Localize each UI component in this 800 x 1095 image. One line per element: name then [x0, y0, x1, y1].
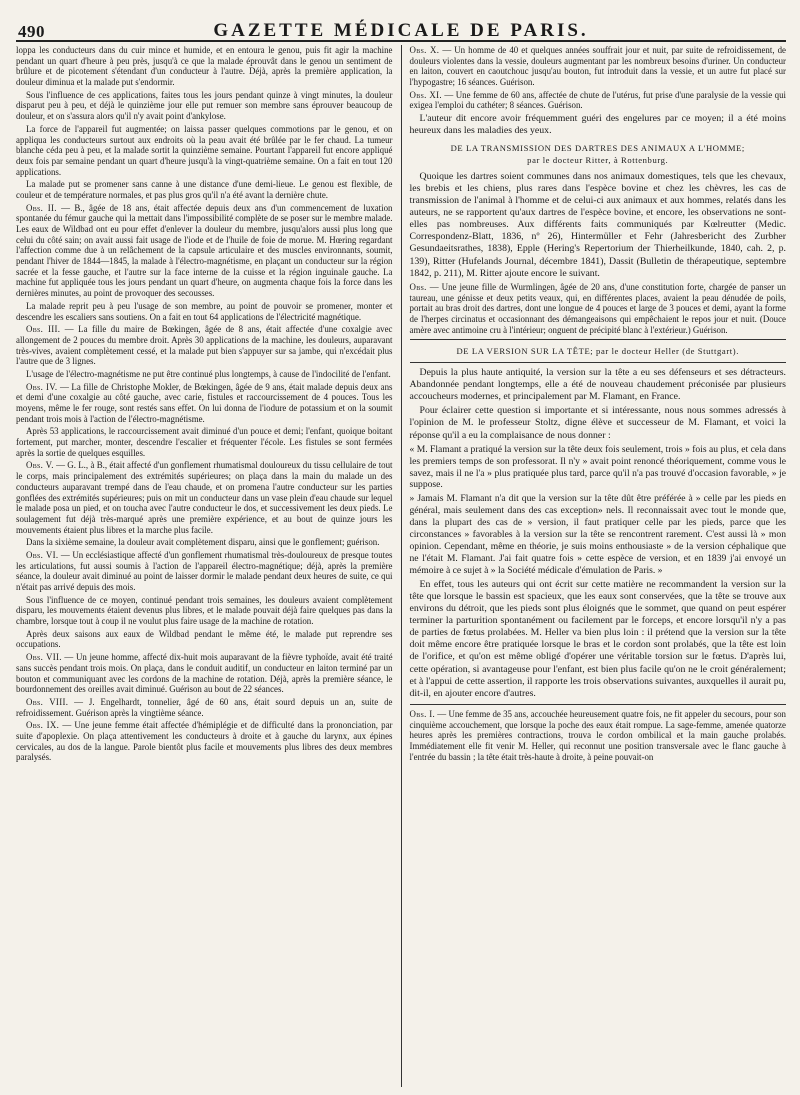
section-heading-version	[410, 346, 787, 358]
section-paragraph: Depuis la plus haute antiquité, la version sur la tête a eu ses défenseurs et ses détracteurs. Abandonnée pendant longtemps, elle a été de nouveau chaudement préconisée par plusieurs accoucheurs modernes, et principalement par M. Flamant, en France.	[409, 366, 786, 403]
paragraph-text: La malade put se promener sans canne à une distance d'une demi-lieue. Le genou est flexible, de couleur et de température normales, et pas plus gros qu'il n'a été avant la dernière chute.	[16, 179, 393, 200]
page-number: 490	[18, 22, 45, 41]
section-heading-dartres	[410, 143, 787, 166]
observation-lead: Obs.	[409, 281, 427, 292]
paragraph-text: — J. Engelhardt, tonnelier, âgé de 60 ans, était sourd depuis un an, suite de refroidissement. Guérison après la vingtième séance.	[16, 696, 393, 718]
body-paragraph	[16, 90, 393, 122]
paragraph-text: loppa les conducteurs dans du cuir mince et humide, et en entoura le genou, puis fit agir la machine pendant un quart d'heure à peu près, jusqu'à ce que la malade éprouvât dans le genou un sentiment de brûlure et de picotement s'étendant d'un conducteur à l'autre. Déjà, après la première application, la douleur diminua et la malade put s'endormir.	[16, 45, 393, 88]
observation-dartres	[410, 282, 787, 335]
paragraph-text: — B., âgée de 18 ans, était affectée depuis deux ans d'un commencement de luxation spontanée du fémur gauche qui la mettait dans l'impossibilité complète de se poser sur le membre malade. Les eaux de Wildbad ont eu pour effet d'enlever la douleur du membre, jusqu'alors aussi plus long que celui du côté sain; on avait aussi fait usage de l'iode et de l'huile de foie de morue. M. Hœring regardant l'affection comme due à un relâchement de la capsule articulaire et des muscles environnants, soumit, pendant l'hiver de 1844—1845, la malade à l'électro-magnétisme, en plaçant un conducteur sur la région sacrée et la fesse gauche, et l'autre sur la face interne de la cuisse et la région inguinale gauche. La machine fut appliquée tous les jours pendant un quart d'heure, on augmenta chaque fois la force dans les dernières minutes, au point de provoquer des secousses.	[16, 202, 393, 299]
paragraph-text: — G. L., à B., était affecté d'un gonflement rhumatismal douloureux du tissu cellulaire de tout le corps, mais principalement des extrémités supérieures; on plaça dans la main du malade un des conducteurs auparavant trempé dans de l'eau chaude, et on promena l'autre conducteur sur les parties gonflées des extrémités supérieures; puis on mit un conducteur dans un vase plein d'eau chaude sur lequel le malade posa un pied, et on toucha avec l'autre conducteur le dos, et successivement les deux pieds. Le soulagement fut déjà très-marqué après une première expérience, et au bout de quinze jours les mouvements étaient plus libres et la marche plus facile.	[16, 460, 393, 535]
body-paragraph	[16, 301, 393, 322]
paragraph-text: La malade reprit peu à peu l'usage de son membre, au point de pouvoir se promener, monter et descendre les escaliers sans soutiens. On a fait en tout 64 applications de l'électricité magnétique.	[16, 300, 393, 322]
observation-lead: Obs. I.	[409, 708, 436, 719]
observation-paragraph	[16, 324, 393, 367]
paragraph-text: Dans la sixième semaine, la douleur avait complètement disparu, ainsi que le gonflement; guérison.	[26, 537, 380, 548]
observation-lead: Obs. VI.	[26, 549, 59, 560]
observation-lead: Obs. IV.	[26, 381, 58, 392]
observation-lead: Obs. IX.	[26, 720, 60, 731]
body-paragraph	[16, 179, 393, 200]
observation-i	[410, 709, 787, 762]
paragraph-text: — La fille du maire de Bœkingen, âgée de 8 ans, était affectée d'une coxalgie avec allongement de 2 pouces du membre droit. Après 30 applications de la machine, les douleurs, auparavant très-vives, avaient complètement cessé, et la malade put bien s'appuyer sur sa jambe, qui n'excédait plus l'autre que de 3 lignes.	[16, 324, 393, 367]
section-body: Quoique les dartres soient communes dans nos animaux domestiques, tels que les chevaux, les brebis et les chiens, plus rares dans l'espèce bovine et chez les chèvres, les cas de transmission de l'animal à l'homme et de celui-ci aux animaux et aux hommes, relatés dans les auteurs, ne se rapportent qu'aux dartres de l'espèce bovine, et encore, les observations ne sont-elles pas nombreuses. Aux différents faits communiqués par Kœlreutter (Medic. Correspondenz-Blatt, 1836, nº 26), Hintermüller et Fehr (Jahresbericht des Zurbher Gesundaeitsrathes, 1838), Epple (Hering's Repertorium der Thierheilkunde, 1840, cah. 2, p. 139), Ritter (Hufelands Journal, décembre 1841), Dassit (Bulletin de thérapeutique, septembre 1842, p. 211), M. Ritter ajoute encore le suivant.	[409, 170, 786, 279]
observation-lead: Obs. X.	[409, 45, 440, 55]
journal-title: GAZETTE MÉDICALE DE PARIS.	[213, 20, 589, 41]
section-divider	[410, 704, 787, 705]
section-divider	[410, 362, 787, 363]
article-columns	[16, 45, 786, 1087]
observation-paragraph	[16, 697, 393, 718]
paragraph-text: — Un jeune homme, affecté dix-huit mois auparavant de la fièvre typhoïde, avait été traité sans succès pendant trois mois. On plaça, dans le conduit auditif, un conducteur en laiton terminé par un bouton et communiquant avec les cordons de la machine de rotation. Déjà, après la première séance, le bourdonnement des oreilles avait diminué. Guérison au bout de 22 séances.	[16, 652, 393, 695]
observation-paragraph	[16, 720, 393, 763]
paragraph-text: Sous l'influence de ce moyen, continué pendant trois semaines, les douleurs avaient complètement disparu, les mouvements étaient devenus plus libres, et le malade pouvait déjà faire quelques pas dans la chambre, lorsque tout à coup il ne voulut plus faire usage de la machine de rotation.	[16, 594, 393, 627]
quote-paragraph: » Jamais M. Flamant n'a dit que la version sur la tête dût être préférée à » celle par les pieds en général, mais seulement dans des cas exception» nels. Il reconnaissait avec tout le monde que, dans la plupart des cas de » version, il faut pratiquer celle par les pieds, parce que les circonstances » favorables à la version sur la tête se rencontrent rarement. C'est aussi là » mon opinion. Cependant, même en théorie, je suis moins enthousiaste » de la version céphalique que ne l'était M. Flamant. J'ai fait quatre fois » cette espèce de version, et en 1839 j'ai envoyé un mémoire à ce sujet à » la Société médicale d'émulation de Paris. »	[409, 493, 786, 576]
observation-text: — Un homme de 40 et quelques années souffrait jour et nuit, par suite de refroidissement, de douleurs violentes dans la vessie, douleurs augmentant par les nombreux besoins d'uriner. Un conducteur en laiton, couvert en caoutchouc jusqu'au bouton, fut introduit dans la vessie, et un autre fut placé sur l'hypogastre; 16 séances. Guérison.	[409, 45, 786, 88]
observation-lead: Obs. II.	[26, 202, 57, 213]
section-paragraph: En effet, tous les auteurs qui ont écrit sur cette matière ne recommandent la version sur la tête que lorsque le bassin est spacieux, que les eaux sont conservées, que la tête se trouve aux environs du détroit, que les pieds sont plus éloignés que le sommet, que quand on peut espérer terminer la parturition spontanément ou facilement par le forceps, et encore lorsqu'il n'y a pas de parties de fœtus prolabées. M. Heller va bien plus loin : il prétend que la version sur la tête doit même encore être pratiquée lorsque le bras et le cordon sont prolabés, que la tête est loin de l'orifice, et qu'on est même obligé d'opérer une véritable torsion sur le fœtus. D'après lui, cette opération, si avantageuse pour l'enfant, est bien plus facile qu'on ne le croit généralement; et à l'appui de cette assertion, il rapporte les trois observations suivantes, auxquelles il aurait pu, dit-il, en ajouter encore d'autres.	[409, 578, 786, 699]
quote-paragraph: « M. Flamant a pratiqué la version sur la tête deux fois seulement, trois » fois au plus, et cela dans les premiers temps de son professorat. Il n'y » avait point renoncé théoriquement, comme vous le savez, mais il ne l'a » plus pratiquée plus tard, parce qu'il n'a pas trouvé d'occasion favorable, » je suppose.	[409, 443, 786, 491]
section-byline: par le docteur Ritter, à Rottenburg.	[527, 155, 669, 165]
paragraph-text: — La fille de Christophe Mokler, de Bœkingen, âgée de 9 ans, était malade depuis deux ans et demi d'une coxalgie au côté gauche, avec carie, fistules et raccourcissement de 4 pouces. Tous les moyens, même le fer rouge, sont restés sans effet. On lui donna de l'iodure de potassium et on la soumit pendant trois mois à l'action de l'électro-magnétisme.	[16, 381, 393, 424]
paragraph-text: Après deux saisons aux eaux de Wildbad pendant le même été, le malade put reprendre ses occupations.	[16, 628, 393, 650]
author-note: L'auteur dit encore avoir fréquemment guéri des engelures par ce moyen; il a été moins heureux dans les maladies des yeux.	[409, 113, 786, 137]
body-paragraph	[16, 629, 393, 650]
body-paragraph	[16, 595, 393, 627]
observation-xi	[410, 90, 787, 111]
right-column	[401, 45, 787, 1087]
body-paragraph	[16, 537, 393, 548]
body-paragraph	[16, 124, 393, 177]
observation-lead: Obs. VIII.	[26, 696, 69, 707]
observation-text: — Une femme de 35 ans, accouchée heureusement quatre fois, ne fit appeler du secours, pour son cinquième accouchement, que lorsque la poche des eaux était rompue. La sage-femme, amenée quatorze heures après les premières contractions, trouva le cordon ombilical et la main gauche prolabés. Immédiatement elle fit venir M. Heller, qui reconnut une position transversale avec le flanc gauche à l'entrée du bassin ; la tête était très-haute à droite, à peine pouvait-on	[409, 708, 786, 762]
section-title: DE LA TRANSMISSION DES DARTRES DES ANIMAUX A L'HOMME;	[450, 143, 745, 154]
body-paragraph	[16, 45, 393, 88]
observation-paragraph	[16, 203, 393, 299]
paragraph-text: — Un ecclésiastique affecté d'un gonflement rhumatismal très-douloureux de presque toutes les articulations, fut aussi soumis à l'action de l'appareil électro-magnétique; déjà, après la première séance, la douleur avait diminué au point de laisser dormir le malade pendant deux heures de suite, ce qui n'était pas arrivé depuis des mois.	[16, 549, 393, 592]
section-byline: par le docteur Heller (de Stuttgart).	[596, 346, 739, 357]
paragraph-text: — Une jeune femme était affectée d'hémiplégie et de difficulté dans la prononciation, par suite d'apoplexie. On plaça attentivement les conducteurs à droite et à gauche du larynx, aux épines cervicales, au dos de la langue. Parole bientôt plus facile et mouvements plus libres des deux membres paralysés.	[16, 720, 393, 763]
observation-paragraph	[16, 382, 393, 425]
observation-text: — Une femme de 60 ans, affectée de chute de l'utérus, fut prise d'une paralysie de la vessie qui exigea l'emploi du cathéter; 8 séances. Guérison.	[409, 89, 786, 111]
observation-paragraph	[16, 652, 393, 695]
paragraph-text: Sous l'influence de ces applications, faites tous les jours pendant quinze à vingt minutes, la douleur disparut peu à peu, et déjà le quinzième jour elle put remuer son membre sans éprouver beaucoup de douleur, et on s'assura alors qu'il n'y avait point d'ankylose.	[16, 89, 393, 122]
observation-x	[410, 45, 787, 88]
quoted-letter	[410, 444, 787, 577]
paragraph-text: L'usage de l'électro-magnétisme ne put être continué plus longtemps, à cause de l'indocilité de l'enfant.	[26, 368, 391, 379]
observation-paragraph	[16, 550, 393, 593]
body-paragraph	[16, 426, 393, 458]
observation-lead: Obs. III.	[26, 324, 61, 335]
observation-lead: Obs. XI.	[409, 89, 442, 100]
observation-paragraph	[16, 460, 393, 535]
section-paragraph: Pour éclairer cette question si importante et si intéressante, nous nous sommes adressés à l'opinion de M. le professeur Stoltz, digne élève et successeur de M. Flamant, et voici la réponse qu'il a eu la complaisance de nous donner :	[409, 405, 786, 441]
observation-lead: Obs. V.	[26, 460, 54, 471]
masthead	[16, 0, 786, 42]
left-column	[16, 45, 401, 1087]
observation-text: — Une jeune fille de Wurmlingen, âgée de 20 ans, d'une constitution forte, chargée de panser un taureau, une génisse et deux petits veaux, qui, en différentes places, avaient la peau dénudée de poils, portait au bras droit des dartres, dont une longue de 4 pouces et large de 3 pouces et demi, ayant la forme de l'herpes circinatus et occasionnant des démangeaisons qui empêchaient le repos jour et nuit. (Douce amère avec antimoine cru à l'intérieur; onguent de précipité blanc à l'extérieur.) Guérison.	[409, 281, 786, 335]
observation-lead: Obs. VII.	[26, 652, 62, 663]
body-paragraph	[16, 369, 393, 380]
section-divider	[410, 339, 787, 340]
paragraph-text: La force de l'appareil fut augmentée; on laissa passer quelques commotions par le genou, et on appliqua les conducteurs surtout aux endroits où la peau avait été brûlée par le fer chaud. La tumeur blanche céda peu à peu, et la malade sortit la quinzième semaine. Pourtant l'appareil fut encore appliqué deux fois par semaine pendant un quart d'heure jusqu'à la vingt-quatrième semaine. On a fait en tout 120 applications.	[16, 123, 393, 177]
paragraph-text: Après 53 applications, le raccourcissement avait diminué d'un pouce et demi; l'enfant, quoique boitant fortement, put marcher, monter, descendre l'escalier et fréquenter l'école. Les fistules se sont fermées après la sortie de quelques esquilles.	[16, 426, 393, 458]
section-title: DE LA VERSION SUR LA TÊTE;	[456, 346, 594, 357]
